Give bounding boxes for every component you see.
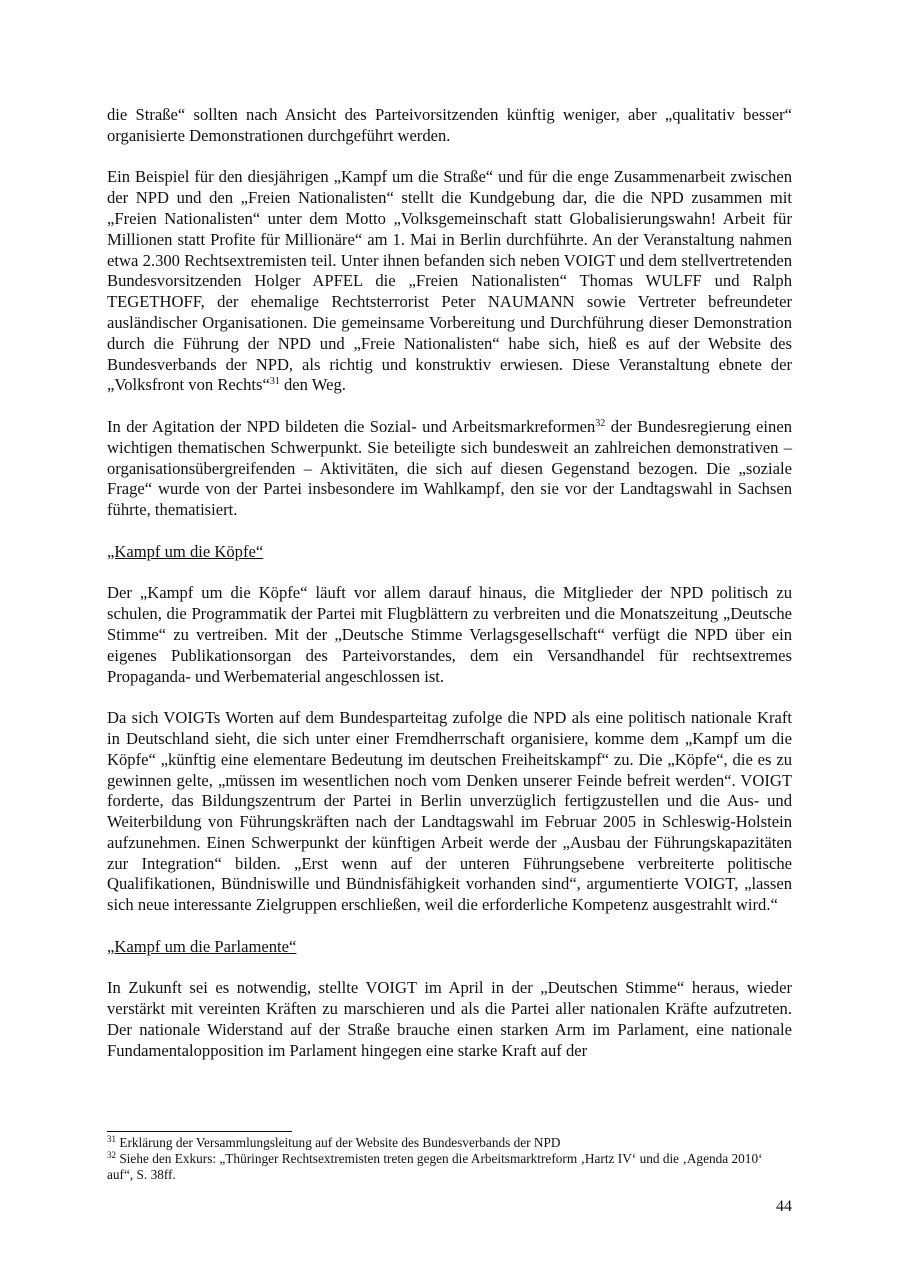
footnotes: [107, 1135, 792, 1183]
footnote-number: 32: [107, 1150, 116, 1160]
footnote-ref-32[interactable]: 32: [595, 417, 606, 429]
footnote-31: [107, 1135, 792, 1151]
paragraph-voigt-bundesparteitag: Da sich VOIGTs Worten auf dem Bundesparteitag zufolge die NPD als eine politisch nationale Kraft in Deutschland sieht, die sich unter einer Fremdherrschaft organisiere, komme dem „Kampf um die Köpfe“ „künftig eine elementare Bedeutung im deutschen Freiheitskampf“ zu. Die „Köpfe“, die es zu gewinnen gelte, „müssen im wesentlichen noch vom Denken unserer Feinde befreit werden“. VOIGT forderte, das Bildungszentrum der Partei in Berlin unverzüglich fertigzustellen und die Aus- und Weiterbildung von Führungskräften nach der Landtagswahl im Februar 2005 in Schleswig-Holstein aufzunehmen. Einen Schwerpunkt der künftigen Arbeit werde der „Ausbau der Führungskapazitäten zur Integration“ bilden. „Erst wenn auf der unteren Führungsebene verbreiterte politische Qualifikationen, Bündniswille und Bündnisfähigkeit vorhanden sind“, argumentierte VOIGT, „lassen sich neue interessante Zielgruppen erschließen, weil die erforderliche Kompetenz ausgestrahlt wird.“: [107, 708, 792, 915]
footnote-number: 31: [107, 1134, 116, 1144]
section-heading-kampf-um-die-parlamente: „Kampf um die Parlamente“: [107, 936, 297, 956]
footnote-ref-31[interactable]: 31: [269, 376, 280, 388]
page-number: 44: [776, 1198, 792, 1215]
paragraph-parlamente: In Zukunft sei es notwendig, stellte VOIGT im April in der „Deutschen Stimme“ heraus, wieder verstärkt mit vereinten Kräften zu marschieren und als die Partei aller nationalen Kräfte aufzutreten. Der nationale Widerstand auf der Straße brauche einen starken Arm im Parlament, eine nationale Fundamentalopposition im Parlament hingegen eine starke Kraft auf der: [107, 978, 792, 1060]
paragraph-agitation: In der Agitation der NPD bildeten die Sozial- und Arbeitsmarkreformen$^{32}$ der Bundesregierung einen wichtigen thematischen Schwerpunkt. Sie beteiligte sich bundesweit an zahlreichen demonstrativen – organisationsübergreifenden – Aktivitäten, die sich auf diesen Gegenstand bezogen. Die „soziale Frage“ wurde von der Partei insbesondere im Wahlkampf, den sie vor der Landtagswahl in Sachsen führte, thematisiert.: [107, 416, 792, 520]
footnote-divider: [107, 1131, 292, 1132]
paragraph-continuation: die Straße“ sollten nach Ansicht des Parteivorsitzenden künftig weniger, aber „qualitativ besser“ organisierte Demonstrationen durchgeführt werden.: [107, 105, 792, 145]
body-text: [107, 105, 792, 1082]
paragraph-koepfe-intro: Der „Kampf um die Köpfe“ läuft vor allem darauf hinaus, die Mitglieder der NPD politisch zu schulen, die Programmatik der Partei mit Flugblättern zu verbreiten und die Monatszeitung „Deutsche Stimme“ zu vertreiben. Mit der „Deutsche Stimme Verlagsgesellschaft“ verfügt die NPD über ein eigenes Publikationsorgan des Parteivorstandes, dem ein Versandhandel für rechtsextremes Propaganda- und Werbematerial angeschlossen ist.: [107, 583, 792, 686]
paragraph-kampf-um-die-strasse: Ein Beispiel für den diesjährigen „Kampf um die Straße“ und für die enge Zusammenarbeit zwischen der NPD und den „Freien Nationalisten“ stellt die Kundgebung dar, die die NPD zusammen mit „Freien Nationalisten“ unter dem Motto „Volksgemeinschaft statt Globalisierungswahn! Arbeit für Millionen statt Profite für Millionäre“ am 1. Mai in Berlin durchführte. An der Veranstaltung nahmen etwa 2.300 Rechtsextremisten teil. Unter ihnen befanden sich neben VOIGT und dem stellvertretenden Bundesvorsitzenden Holger APFEL die „Freien Nationalisten“ Thomas WULFF und Ralph TEGETHOFF, der ehemalige Rechtsterrorist Peter NAUMANN sowie Vertreter befreundeter ausländischer Organisationen. Die gemeinsame Vorbereitung und Durchführung dieser Demonstration durch die Führung der NPD und „Freie Nationalisten“ habe sich, hieß es auf der Website des Bundesverbands der NPD, als richtig und konstruktiv erwiesen. Diese Veranstaltung ebnete der „Volksfront von Rechts“$^{31}$ den Weg.: [107, 167, 792, 395]
footnote-text: Erklärung der Versammlungsleitung auf der Website des Bundesverbands der NPD: [116, 1135, 561, 1150]
footnote-text: Siehe den Exkurs: „Thüringer Rechtsextremisten treten gegen die Arbeitsmarktreform ‚Hartz IV‘ und die ‚Agenda 2010‘ auf“, S. 38ff.: [107, 1151, 763, 1182]
footnote-32: [107, 1151, 792, 1183]
section-heading-kampf-um-die-koepfe: „Kampf um die Köpfe“: [107, 541, 264, 561]
